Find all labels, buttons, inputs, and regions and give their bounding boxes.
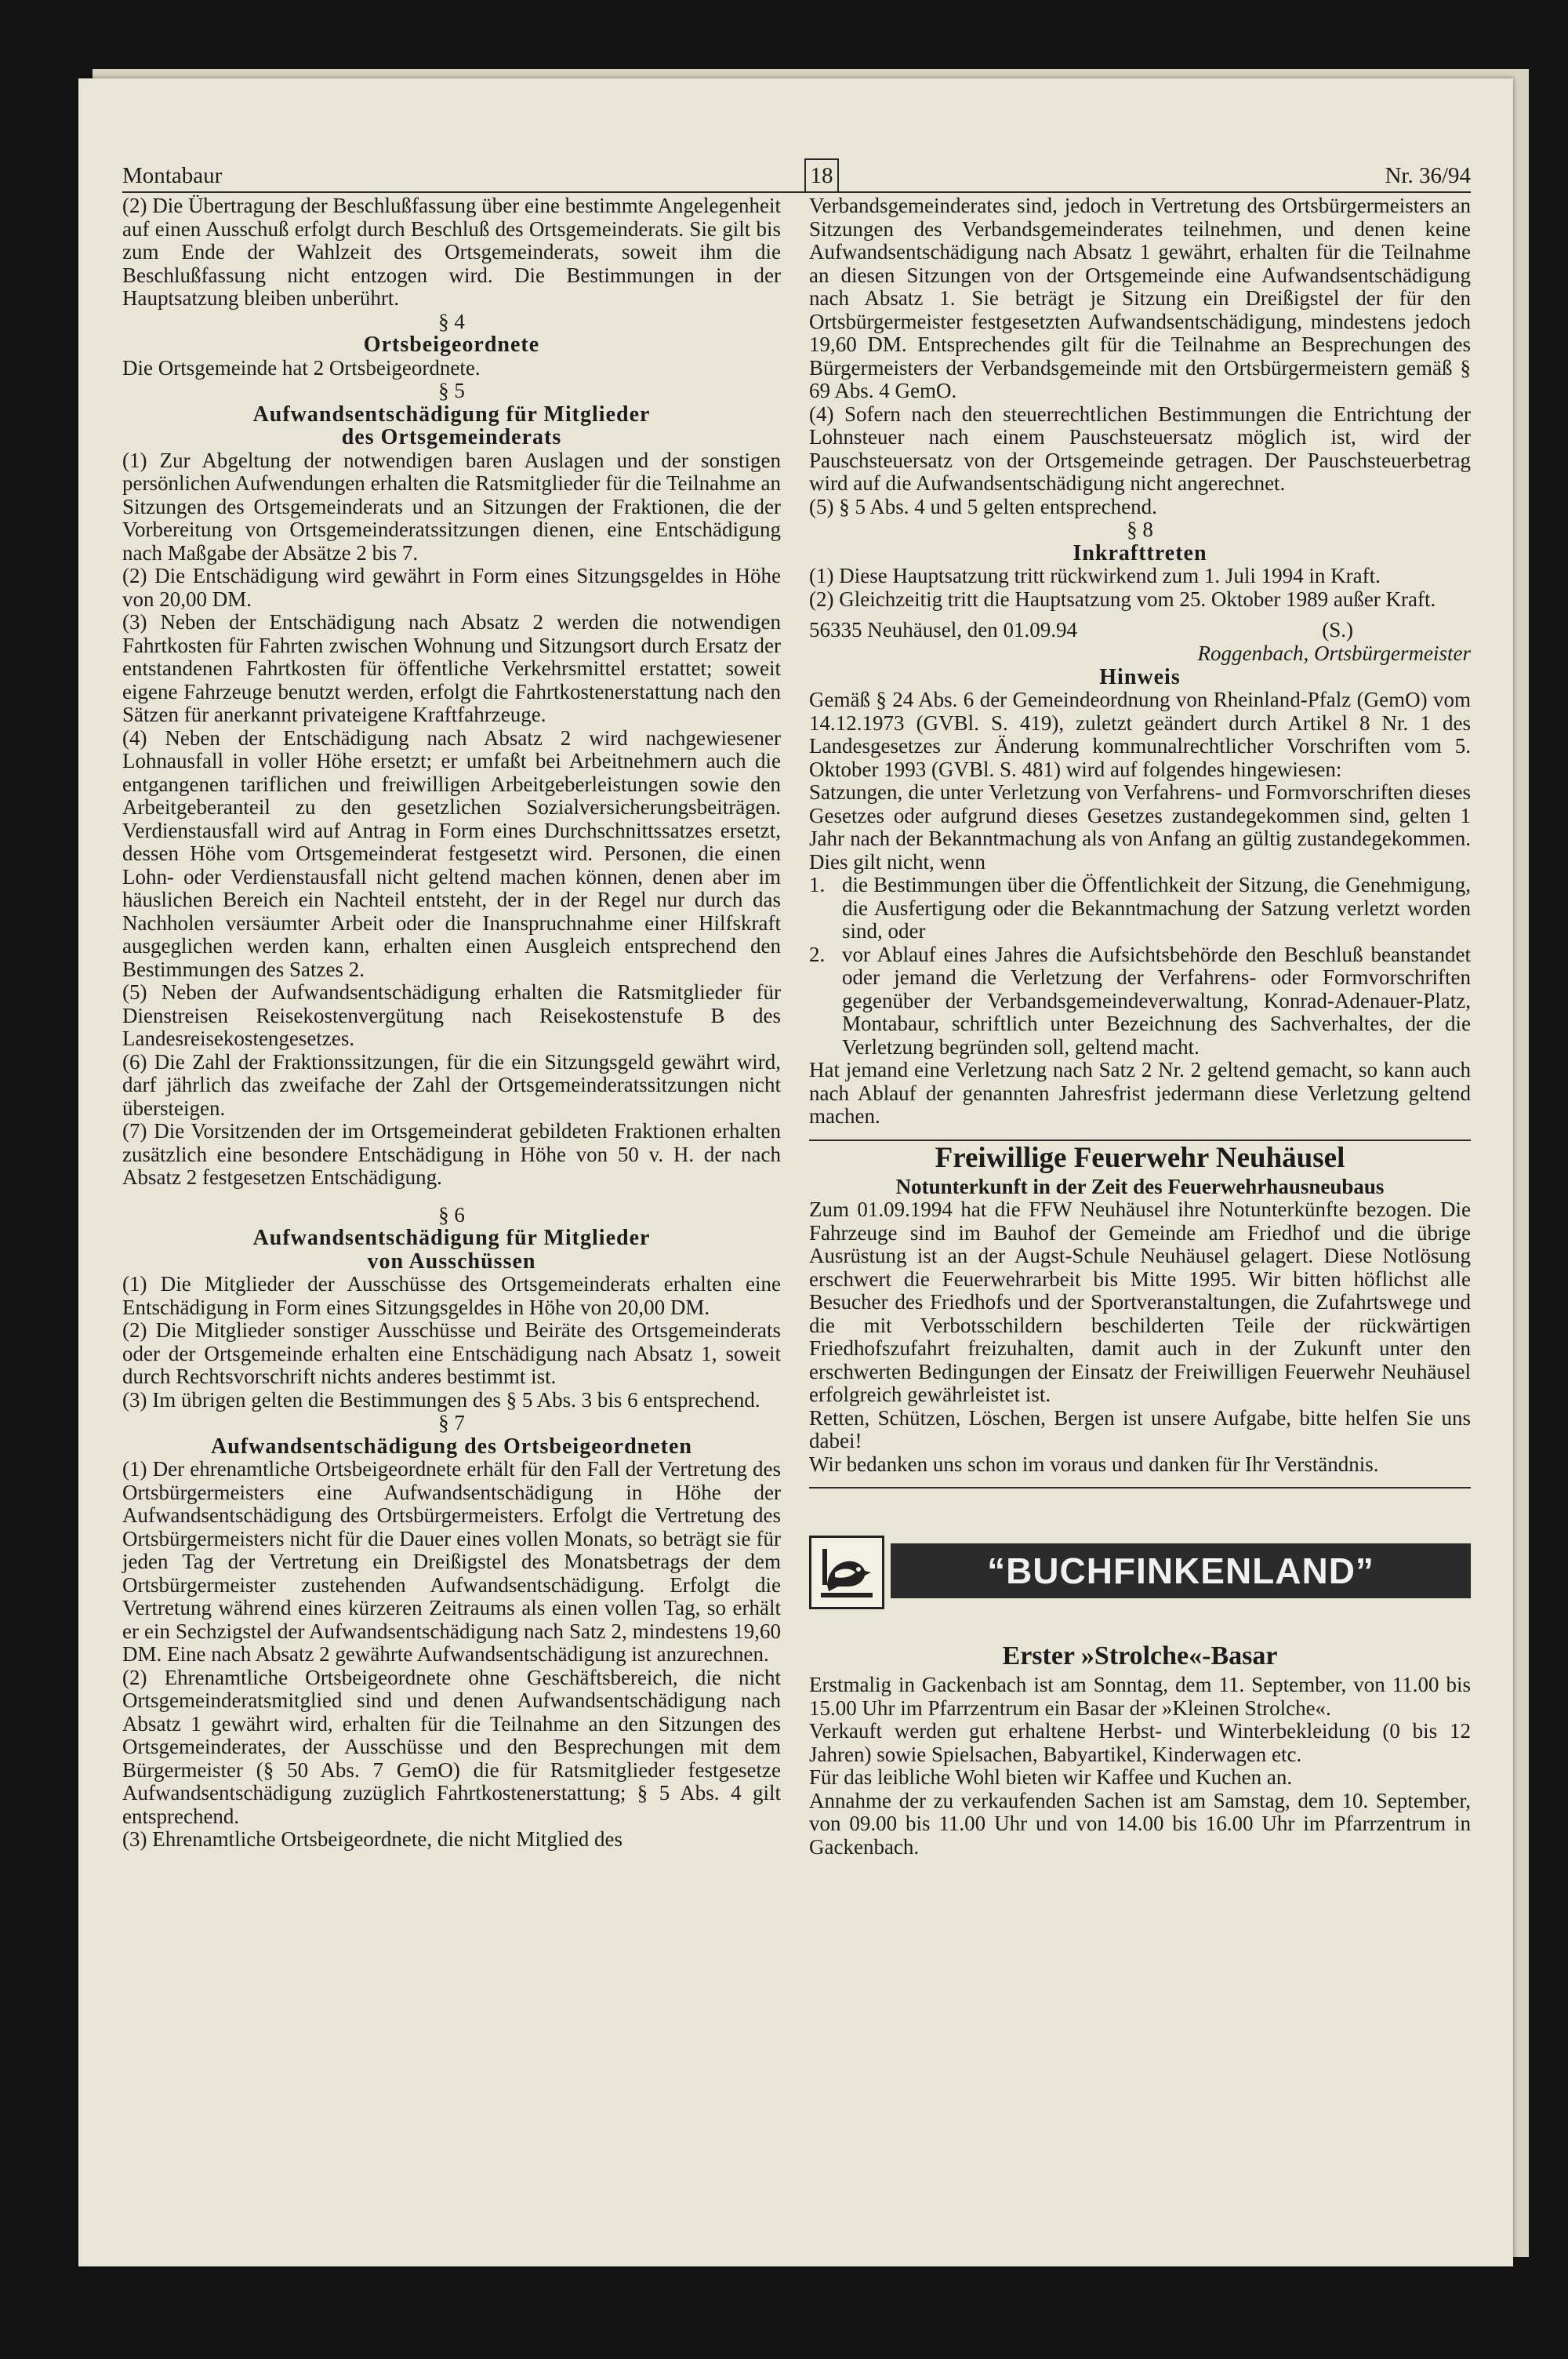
paragraph: (2) Die Entschädigung wird gewährt in Form eines Sitzungsgeldes in Höhe von 20,00 DM.: [122, 564, 781, 611]
list-item-text: vor Ablauf eines Jahres die Aufsichtsbehörde den Beschluß beanstandet oder jemand die Verletzung der Verfahrens- oder Formvorschriften gegenüber der Verbandsgemeindeverwaltung, Konrad-Adenauer-Platz, Montabaur, schriftlich unter Bezeichnung des Sachverhaltes, der die Verletzung begründen soll, geltend macht.: [842, 942, 1471, 1059]
paragraph: Für das leibliche Wohl bieten wir Kaffee und Kuchen an.: [809, 1765, 1293, 1789]
paragraph: (7) Die Vorsitzenden der im Ortsgemeinderat gebildeten Fraktionen erhalten zusätzlich eine besondere Entschädigung in Höhe von 50 v. H. der nach Absatz 2 festgesetzen Entschädigung.: [122, 1119, 781, 1189]
paragraph: (2) Ehrenamtliche Ortsbeigeordnete ohne Geschäftsbereich, die nicht Ortsgemeinderatsmitglied sind und denen Aufwandsentschädigung nach Absatz 1 gewährt wird, erhalten für die Teilnahme an den Sitzungen des Ortsgemeinderates, der Ausschüsse und den Besprechungen mit dem Bürgermeister (§ 50 Abs. 7 GemO) die für Ratsmitglieder festgesetze Aufwandsentschädigung zuzüglich Fahrtkostenerstattung; § 5 Abs. 4 gilt entsprechend.: [122, 1665, 781, 1828]
paragraph: (4) Neben der Entschädigung nach Absatz 2 wird nachgewiesener Lohnausfall in voller Höhe ersetzt; er umfaßt bei Arbeitnehmern auch die entgangenen tariflichen und freiwilligen Arbeitgeberleistungen sowie den Arbeitgeberanteil zu den gesetzlichen Sozialversicherungsbeiträgen. Verdienstausfall wird auf Antrag in Form eines Durchschnittssatzes ersetzt, dessen Höhe vom Ortsgemeinderat festgesetzt wird. Personen, die einen Lohn- oder Verdienstausfall nicht geltend machen können, denen aber im häuslichen Bereich ein Nachteil entsteht, der in der Regel nur durch das Nachholen versäumter Arbeit oder die Inanspruchnahme einer Hilfskraft ausgeglichen werden kann, erhalten einen Ausgleich entsprechend den Bestimmungen des Satzes 2.: [122, 725, 781, 981]
buchfinkenland-banner: [809, 1536, 1471, 1608]
paragraph: (3) Neben der Entschädigung nach Absatz 2 werden die notwendigen Fahrtkosten für Fahrten zwischen Wohnung und Sitzungsort durch Ersatz der entstandenen Fahrtkosten für öffentliche Verkehrsmittel erstattet; soweit eigene Fahrzeuge benutzt werden, erfolgt die Fahrtkostenerstattung nach den Sätzen für anerkannt privateigene Kraftfahrzeuge.: [122, 610, 781, 726]
section-sign: § 4: [438, 309, 465, 333]
section-heading: Aufwandsentschädigung für Mitglieder: [252, 1226, 651, 1250]
left-column: [122, 194, 781, 1852]
paragraph: Retten, Schützen, Löschen, Bergen ist unsere Aufgabe, bitte helfen Sie uns dabei!: [809, 1405, 1471, 1452]
paragraph: Gemäß § 24 Abs. 6 der Gemeindeordnung von Rheinland-Pfalz (GemO) vom 14.12.1973 (GVBl. S. 419), zuletzt geändert durch Artikel 8 Nr. 1 des Landesgesetzes zur Änderung kommunalrechtlicher Vorschriften vom 5. Oktober 1993 (GVBl. S. 481) wird auf folgendes hingewiesen:: [809, 688, 1471, 781]
paragraph: Die Ortsgemeinde hat 2 Ortsbeigeordnete.: [122, 355, 481, 380]
page-number: 18: [804, 158, 839, 193]
paragraph: (4) Sofern nach den steuerrechtlichen Bestimmungen die Entrichtung der Lohnsteuer nach einem Pauschsteuersatz möglich ist, wird der Pauschsteuersatz von der Ortsgemeinde getragen. Der Pauschsteuerbetrag wird auf die Aufwandsentschädigung nicht angerechnet.: [809, 402, 1471, 495]
issue-number: Nr. 36/94: [1385, 163, 1471, 188]
paragraph: (2) Die Mitglieder sonstiger Ausschüsse und Beiräte des Ortsgemeinderats oder der Ortsgemeinde erhalten eine Entschädigung nach Absatz 1, soweit durch Rechtsvorschrift nichts anderes bestimmt ist.: [122, 1318, 781, 1388]
paragraph: (3) Im übrigen gelten die Bestimmungen des § 5 Abs. 3 bis 6 entsprechend.: [122, 1387, 760, 1412]
paragraph: (2) Gleichzeitig tritt die Hauptsatzung vom 25. Oktober 1989 außer Kraft.: [809, 587, 1436, 611]
signer-name: Roggenbach, Ortsbürgermeister: [1197, 642, 1471, 665]
paragraph: (5) Neben der Aufwandsentschädigung erhalten die Ratsmitglieder für Dienstreisen Reisekostenvergütung nach Reisekostenstufe B des Landesreisekostengesetzes.: [122, 980, 781, 1050]
paragraph: Wir bedanken uns schon im voraus und danken für Ihr Verständnis.: [809, 1452, 1379, 1476]
paragraph: (1) Die Mitglieder der Ausschüsse des Ortsgemeinderats erhalten eine Entschädigung in Form eines Sitzungsgeldes in Höhe von 20,00 DM.: [122, 1272, 781, 1319]
paragraph: Annahme der zu verkaufenden Sachen ist am Samstag, dem 10. September, von 09.00 bis 11.00 Uhr und von 14.00 bis 16.00 Uhr im Pfarrzentrum in Gackenbach.: [809, 1788, 1471, 1859]
section-heading: von Ausschüssen: [367, 1249, 536, 1274]
list-item: [809, 874, 1471, 943]
paragraph: Hat jemand eine Verletzung nach Satz 2 Nr. 2 geltend gemacht, so kann auch nach Ablauf der genannten Jahresfrist jedermann diese Verletzung geltend machen.: [809, 1058, 1471, 1128]
paragraph: (2) Die Übertragung der Beschlußfassung über eine bestimmte Angelegenheit auf einen Ausschuß erfolgt durch Beschluß des Ortsgemeinderats. Sie gilt bis zum Ende der Wahlzeit des Ortsgemeinderats, soweit ihm die Beschlußfassung nicht entzogen wird. Die Bestimmungen in der Hauptsatzung bleiben unberührt.: [122, 194, 781, 310]
paragraph: Erstmalig in Gackenbach ist am Sonntag, dem 11. September, von 11.00 bis 15.00 Uhr im Pfarrzentrum ein Basar der »Kleinen Strolche«.: [809, 1673, 1471, 1720]
section-heading: Ortsbeigeordnete: [363, 333, 540, 357]
seal-mark: (S.): [1322, 618, 1353, 642]
paragraph: Satzungen, die unter Verletzung von Verfahrens- und Formvorschriften dieses Gesetzes oder aufgrund dieses Gesetzes zustandegekommen sind, gelten 1 Jahr nach der Bekanntmachung als von Anfang an gültig zustandegekommen. Dies gilt nicht, wenn: [809, 780, 1471, 874]
paragraph: (1) Diese Hauptsatzung tritt rückwirkend zum 1. Juli 1994 in Kraft.: [809, 564, 1381, 587]
right-column: [809, 194, 1471, 1859]
section-heading: Aufwandsentschädigung des Ortsbeigeordneten: [211, 1434, 692, 1459]
paragraph: (3) Ehrenamtliche Ortsbeigeordnete, die nicht Mitglied des: [122, 1827, 623, 1851]
bird-logo-icon: [809, 1536, 884, 1609]
paragraph: (1) Zur Abgeltung der notwendigen baren Auslagen und der sonstigen persönlichen Aufwendungen erhalten die Ratsmitglieder für die Teilnahme an Sitzungen des Ortsgemeinderats und an Sitzungen der Fraktionen, die der Vorbereitung von Ortsgemeinderatssitzungen dienen, eine Entschädigung nach Maßgabe der Absätze 2 bis 7.: [122, 448, 781, 565]
paragraph: Zum 01.09.1994 hat die FFW Neuhäusel ihre Notunterkünfte bezogen. Die Fahrzeuge sind im Bauhof der Gemeinde am Friedhof und die übrige Ausrüstung ist an der Augst-Schule Neuhäusel gelagert. Diese Notlösung erschwert die Feuerwehrarbeit bis Mitte 1995. Wir bitten höflichst alle Besucher des Friedhofs und der Sportveranstaltungen, die Zufahrtswege und die mit Verbotsschildern beschilderten Teile der rückwärtigen Friedhofszufahrt freizuhalten, damit auch in der Zukunft unter den erschwerten Bedingungen der Einsatz der Freiwilligen Feuerwehr Neuhäusel erfolgreich gewährleistet ist.: [809, 1198, 1471, 1406]
paragraph: (5) § 5 Abs. 4 und 5 gelten entsprechend.: [809, 494, 1157, 518]
article-title: Freiwillige Feuerwehr Neuhäusel: [935, 1141, 1345, 1174]
section-heading: Aufwandsentschädigung für Mitglieder: [252, 402, 651, 427]
place-date: 56335 Neuhäusel, den 01.09.94: [809, 618, 1077, 642]
newspaper-page: [78, 78, 1513, 2266]
section-heading: des Ortsgemeinderats: [341, 425, 562, 449]
list-item: [809, 943, 1471, 1060]
paragraph: (1) Der ehrenamtliche Ortsbeigeordnete erhält für den Fall der Vertretung des Ortsbürgermeisters eine Aufwandsentschädigung in Höhe der Aufwandsentschädigung des Ortsbürgermeisters. Erfolgt die Vertretung des Ortsbürgermeisters nicht für die Dauer eines vollen Monats, so beträgt sie für jeden Tag der Vertretung ein Dreißigstel des Monatsbetrags der dem Ortsbürgermeister zustehenden Aufwandsentschädigung. Erfolgt die Vertretung während eines kürzeren Zeitraums als einen vollen Tag, so erhält er ein Sechzigstel der Aufwandsentschädigung nach Satz 2, mindestens 19,60 DM. Eine nach Absatz 2 gewährte Aufwandsentschädigung ist anzurechnen.: [122, 1457, 781, 1666]
list-item-number: 2.: [809, 942, 826, 966]
article-subtitle: Notunterkunft in der Zeit des Feuerwehrhausneubaus: [895, 1174, 1385, 1198]
divider: [809, 1487, 1471, 1488]
paragraph: Verbandsgemeinderates sind, jedoch in Vertretung des Ortsbürgermeisters an Sitzungen des Verbandsgemeinderates teilnehmen, und denen keine Aufwandsentschädigung nach Absatz 1 gewährt, erhalten für die Teilnahme an diesen Sitzungen von der Ortsgemeinde eine Aufwandsentschädigung nach Absatz 1. Sie beträgt je Sitzung ein Dreißigstel der für den Ortsbürgermeister festgesetzten Aufwandsentschädigung, mindestens jedoch 19,60 DM. Entsprechendes gilt für die Teilnahme an Besprechungen des Bürgermeisters der Verbandsgemeinde mit den Ortsbürgermeistern gemäß § 69 Abs. 4 GemO.: [809, 194, 1471, 402]
section-sign: § 6: [438, 1202, 465, 1227]
section-sign: § 8: [1127, 518, 1153, 541]
page-header: [122, 157, 1471, 193]
list-item-number: 1.: [809, 873, 826, 896]
section-sign: § 5: [438, 379, 465, 402]
section-sign: § 7: [438, 1411, 465, 1434]
article-title: Erster »Strolche«-Basar: [1002, 1641, 1278, 1670]
banner-title: “BUCHFINKENLAND”: [891, 1543, 1471, 1598]
section-heading: Hinweis: [1099, 664, 1181, 689]
header-town: Montabaur: [122, 163, 223, 188]
section-heading: Inkrafttreten: [1073, 540, 1207, 565]
list-item-text: die Bestimmungen über die Öffentlichkeit der Sitzung, die Genehmigung, die Ausfertigung oder die Bekanntmachung der Satzung verletzt worden sind, oder: [842, 873, 1471, 943]
signature-line: [809, 619, 1471, 642]
paragraph: (6) Die Zahl der Fraktionssitzungen, für die ein Sitzungsgeld gewährt wird, darf jährlich das zweifache der Zahl der Ortsgemeinderatssitzungen nicht übersteigen.: [122, 1049, 781, 1120]
paragraph: Verkauft werden gut erhaltene Herbst- und Winterbekleidung (0 bis 12 Jahren) sowie Spielsachen, Babyartikel, Kinderwagen etc.: [809, 1719, 1471, 1766]
